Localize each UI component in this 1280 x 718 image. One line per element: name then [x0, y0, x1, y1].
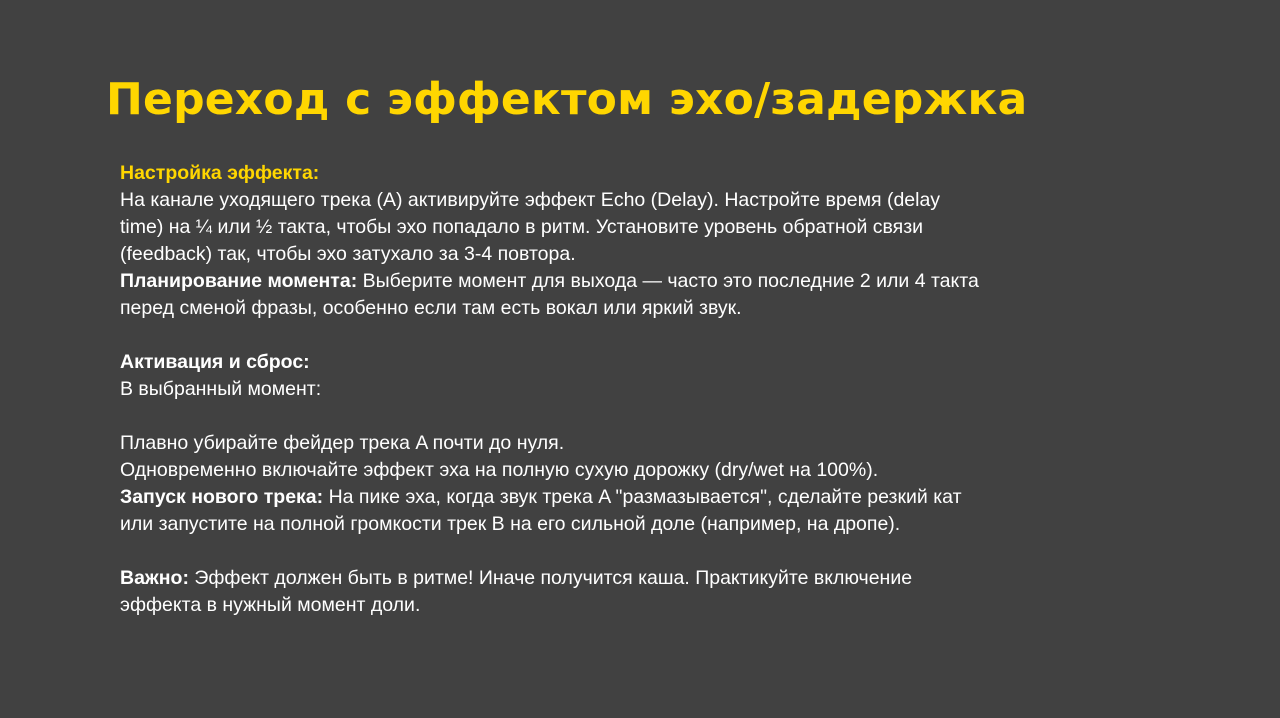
launch-text-1: На пике эха, когда звук трека A "размазывается", сделайте резкий кат: [323, 486, 962, 508]
important-text-1: Эффект должен быть в ритме! Иначе получится каша. Практикуйте включение: [188, 567, 913, 589]
spacer: [120, 322, 1120, 349]
launch-text-2: или запустите на полной громкости трек B на его сильной доле (например, на дропе).: [120, 513, 901, 535]
planning-paragraph: [120, 268, 1120, 295]
important-heading: Важно:: [120, 567, 189, 589]
important-paragraph: [120, 565, 1120, 592]
planning-heading: Планирование момента:: [120, 270, 358, 292]
launch-heading: Запуск нового трека:: [120, 486, 324, 508]
slide-title: Переход с эффектом эхо/задержка: [106, 74, 1028, 125]
slide-body: [120, 160, 1120, 619]
spacer: [120, 403, 1120, 430]
activation-step-1: Плавно убирайте фейдер трека A почти до нуля.: [120, 432, 565, 454]
spacer: [120, 538, 1120, 565]
launch-paragraph: [120, 484, 1120, 511]
planning-text-1: Выберите момент для выхода — часто это последние 2 или 4 такта: [357, 270, 979, 292]
activation-step-2: Одновременно включайте эффект эха на полную сухую дорожку (dry/wet на 100%).: [120, 459, 879, 481]
activation-intro: В выбранный момент:: [120, 378, 322, 400]
setup-line-1: На канале уходящего трека (A) активируйте эффект Echo (Delay). Настройте время (delay: [120, 189, 941, 211]
activation-heading: Активация и сброс:: [120, 351, 310, 373]
important-text-2: эффекта в нужный момент доли.: [120, 594, 421, 616]
setup-line-2: time) на ¼ или ½ такта, чтобы эхо попадало в ритм. Установите уровень обратной связи: [120, 216, 924, 238]
setup-line-3: (feedback) так, чтобы эхо затухало за 3-4 повтора.: [120, 243, 576, 265]
setup-heading: Настройка эффекта:: [120, 162, 320, 184]
planning-text-2: перед сменой фразы, особенно если там есть вокал или яркий звук.: [120, 297, 742, 319]
